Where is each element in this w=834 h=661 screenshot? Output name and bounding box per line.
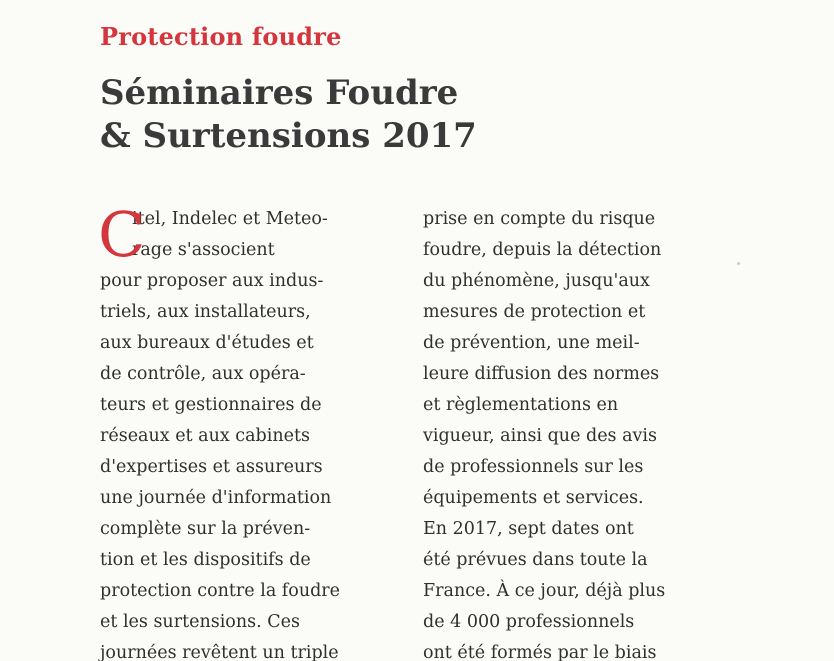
body-line: et règlementations en [423,395,619,415]
body-line: foudre, depuis la détection [423,240,662,260]
headline-line: & Surtensions 2017 [100,116,477,156]
body-line: aux bureaux d'études et [100,333,314,353]
body-line: équipements et services. [423,488,644,508]
body-line: tion et les dispositifs de [100,550,311,570]
scan-speck [737,262,740,265]
article-column-1 [98,198,400,661]
body-text: itel, Indelec et Meteo- [132,209,328,229]
body-line: vigueur, ainsi que des avis [423,426,657,446]
body-line: pour proposer aux indus- [100,271,324,291]
body-line: France. À ce jour, déjà plus [423,581,666,601]
article-column-2 [423,204,728,661]
body-line: prise en compte du risque [423,209,656,229]
body-line: réseaux et aux cabinets [100,426,310,446]
body-line: rage s'associent [132,240,275,260]
section-kicker: Protection foudre [100,22,342,51]
body-line: de 4 000 professionnels [423,612,635,632]
body-line: journées revêtent un triple [100,643,339,661]
drop-cap: C [98,198,146,271]
body-line: triels, aux installateurs, [100,302,311,322]
body-line: ont été formés par le biais [423,643,657,661]
article-headline [100,72,660,158]
body-line: En 2017, sept dates ont [423,519,634,539]
body-line: et les surtensions. Ces [100,612,300,632]
body-line: d'expertises et assureurs [100,457,323,477]
body-line: teurs et gestionnaires de [100,395,322,415]
body-line: complète sur la préven- [100,519,311,539]
body-line: de prévention, une meil- [423,333,640,353]
body-line: leure diffusion des normes [423,364,660,384]
body-line: du phénomène, jusqu'aux [423,271,650,291]
body-line: protection contre la foudre [100,581,341,601]
body-line: mesures de protection et [423,302,646,322]
headline-line: Séminaires Foudre [100,73,459,113]
body-line: de contrôle, aux opéra- [100,364,306,384]
body-line: une journée d'information [100,488,332,508]
body-line: été prévues dans toute la [423,550,648,570]
body-line: de professionnels sur les [423,457,644,477]
